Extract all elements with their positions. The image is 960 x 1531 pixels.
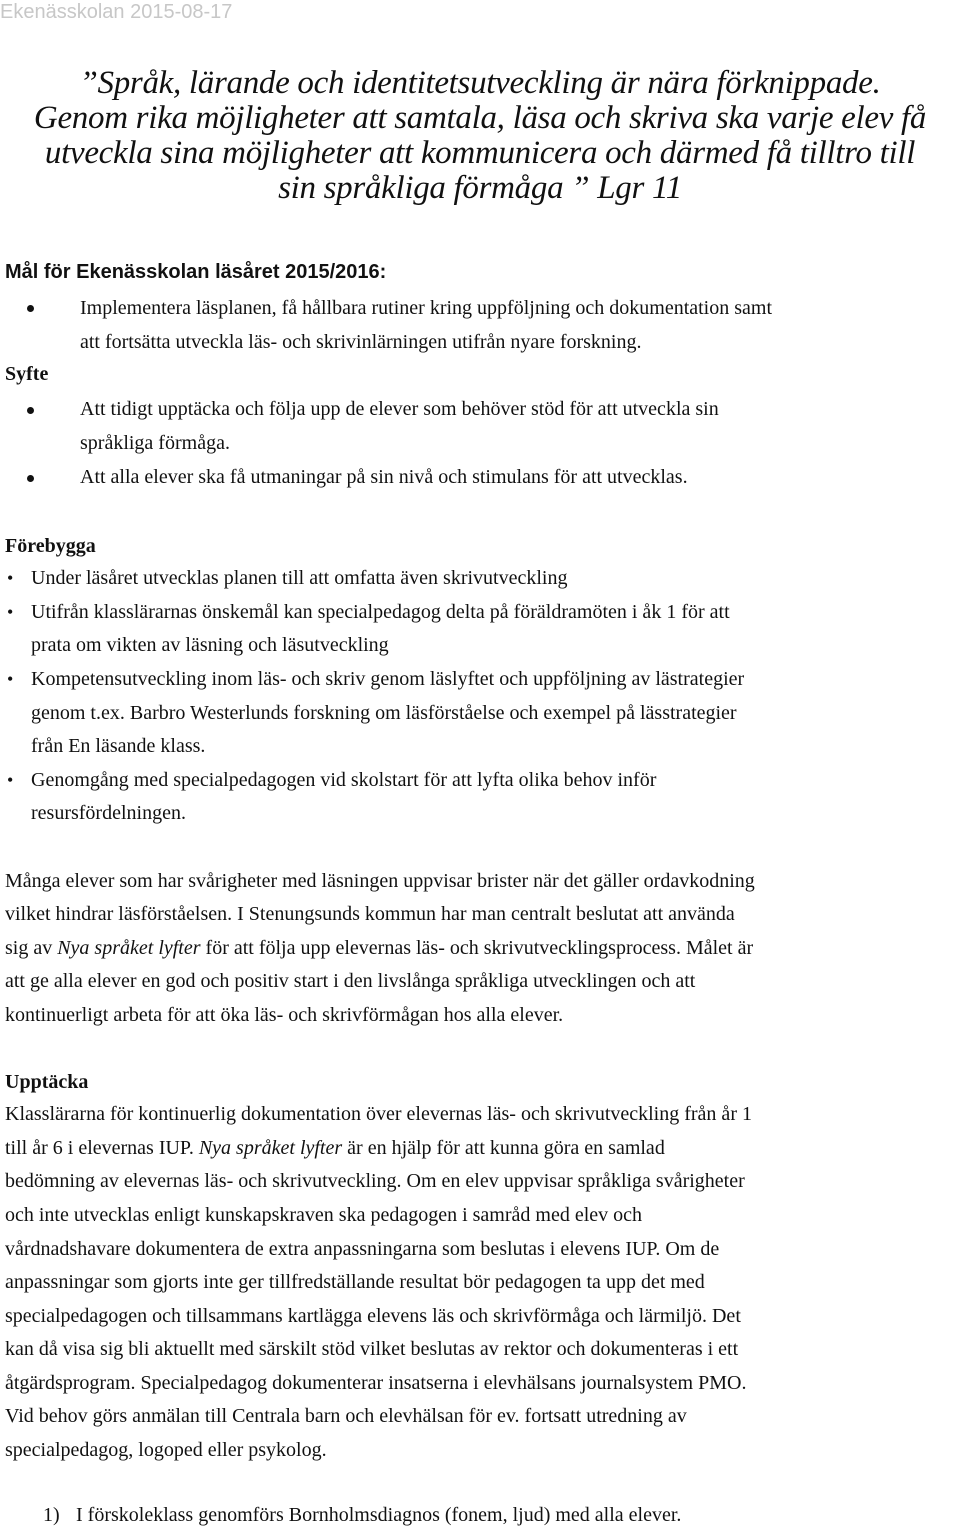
discover-line: bedömning av elevernas läs- och skrivutveckling. Om en elev uppvisar språkliga svårigheter [5, 1170, 745, 1192]
paragraph-line [5, 936, 753, 960]
paragraph-line: Många elever som har svårigheter med läsningen uppvisar brister när det gäller ordavkodning [5, 870, 755, 892]
discover-line: och inte utvecklas enligt kunskapskraven ska pedagogen i samråd med elev och [5, 1204, 643, 1226]
prevent-line: från En läsande klass. [31, 735, 206, 757]
bullet-icon: • [7, 770, 14, 790]
paragraph-line: att ge alla elever en god och positiv start i den livslånga språkliga utvecklingen och att [5, 970, 696, 992]
quote-line: ”Språk, lärande och identitetsutveckling är nära förknippade. [79, 65, 881, 101]
prevent-line: genom t.ex. Barbro Westerlunds forskning om läsförståelse och exempel på lässtrategier [31, 702, 737, 724]
prevent-line: Kompetensutveckling inom läs- och skriv genom läslyftet och uppföljning av lästrategier [31, 668, 745, 690]
bullet-icon [27, 305, 34, 312]
numbered-marker: 1) [43, 1504, 60, 1526]
goal-line: Implementera läsplanen, få hållbara rutiner kring uppföljning och dokumentation samt [80, 297, 773, 319]
prevent-line: prata om vikten av läsning och läsutveckling [31, 634, 389, 656]
discover-italic: Nya språket lyfter [198, 1137, 343, 1159]
page-header: Ekenässkolan 2015-08-17 [0, 1, 233, 23]
discover-line: specialpedagog, logoped eller psykolog. [5, 1439, 327, 1461]
discover-line: specialpedagogen och tillsammans kartlägga elevens läs och skrivförmåga och lärmiljö. Det [5, 1305, 741, 1327]
prevent-line: resursfördelningen. [31, 802, 186, 824]
paragraph-text: för att följa upp elevernas läs- och skrivutvecklingsprocess. Målet är [200, 937, 754, 959]
discover-line: vårdnadshavare dokumentera de extra anpassningarna som beslutas i elevens IUP. Om de [5, 1238, 720, 1260]
discover-heading: Upptäcka [5, 1071, 89, 1093]
bullet-icon [27, 407, 34, 414]
quote-line: sin språkliga förmåga ” Lgr 11 [278, 170, 682, 206]
paragraph-line: kontinuerligt arbeta för att öka läs- och skrivförmågan hos alla elever. [5, 1004, 564, 1026]
numbered-line: I förskoleklass genomförs Bornholmsdiagnos (fonem, ljud) med alla elever. [76, 1504, 682, 1526]
quote-line: utveckla sina möjligheter att kommunicera och därmed få tilltro till [44, 135, 916, 171]
bullet-icon: • [7, 568, 14, 588]
discover-line: åtgärdsprogram. Specialpedagog dokumenterar insatserna i elevhälsans journalsystem PMO. [5, 1372, 747, 1394]
paragraph-line: vilket hindrar läsförståelsen. I Stenungsunds kommun har man centralt beslutat att använda [5, 903, 735, 925]
discover-line: Klasslärarna för kontinuerlig dokumentation över elevernas läs- och skrivutveckling från år 1 [5, 1103, 752, 1125]
purpose-line: Att alla elever ska få utmaningar på sin nivå och stimulans för att utvecklas. [80, 466, 688, 488]
purpose-line: Att tidigt upptäcka och följa upp de elever som behöver stöd för att utveckla sin [80, 398, 719, 420]
discover-line: Vid behov görs anmälan till Centrala barn och elevhälsan för ev. fortsatt utredning av [5, 1405, 687, 1427]
prevent-heading: Förebygga [5, 535, 96, 557]
purpose-heading: Syfte [5, 363, 49, 385]
quote-line: Genom rika möjligheter att samtala, läsa och skriva ska varje elev få [33, 100, 927, 136]
prevent-line: Utifrån klasslärarnas önskemål kan specialpedagog delta på föräldramöten i åk 1 för att [31, 601, 730, 623]
discover-line [5, 1136, 665, 1160]
paragraph-text: sig av [5, 937, 58, 959]
purpose-line: språkliga förmåga. [80, 432, 230, 454]
goals-heading: Mål för Ekenässkolan läsåret 2015/2016: [5, 261, 387, 283]
quote-block [0, 66, 960, 206]
bullet-icon [27, 475, 34, 482]
discover-text: är en hjälp för att kunna göra en samlad [342, 1137, 665, 1159]
prevent-line: Genomgång med specialpedagogen vid skolstart för att lyfta olika behov inför [31, 769, 657, 791]
bullet-icon: • [7, 602, 14, 622]
goal-line: att fortsätta utveckla läs- och skrivinlärningen utifrån nyare forskning. [80, 331, 642, 353]
discover-text: till år 6 i elevernas IUP. [5, 1137, 199, 1159]
bullet-icon: • [7, 669, 14, 689]
discover-line: kan då visa sig bli aktuellt med särskilt stöd vilket beslutas av rektor och dokumenteras i ett [5, 1338, 739, 1360]
prevent-line: Under läsåret utvecklas planen till att omfatta även skrivutveckling [31, 567, 568, 589]
discover-line: anpassningar som gjorts inte ger tillfredställande resultat bör pedagogen ta upp det med [5, 1271, 705, 1293]
paragraph-italic: Nya språket lyfter [57, 937, 201, 959]
